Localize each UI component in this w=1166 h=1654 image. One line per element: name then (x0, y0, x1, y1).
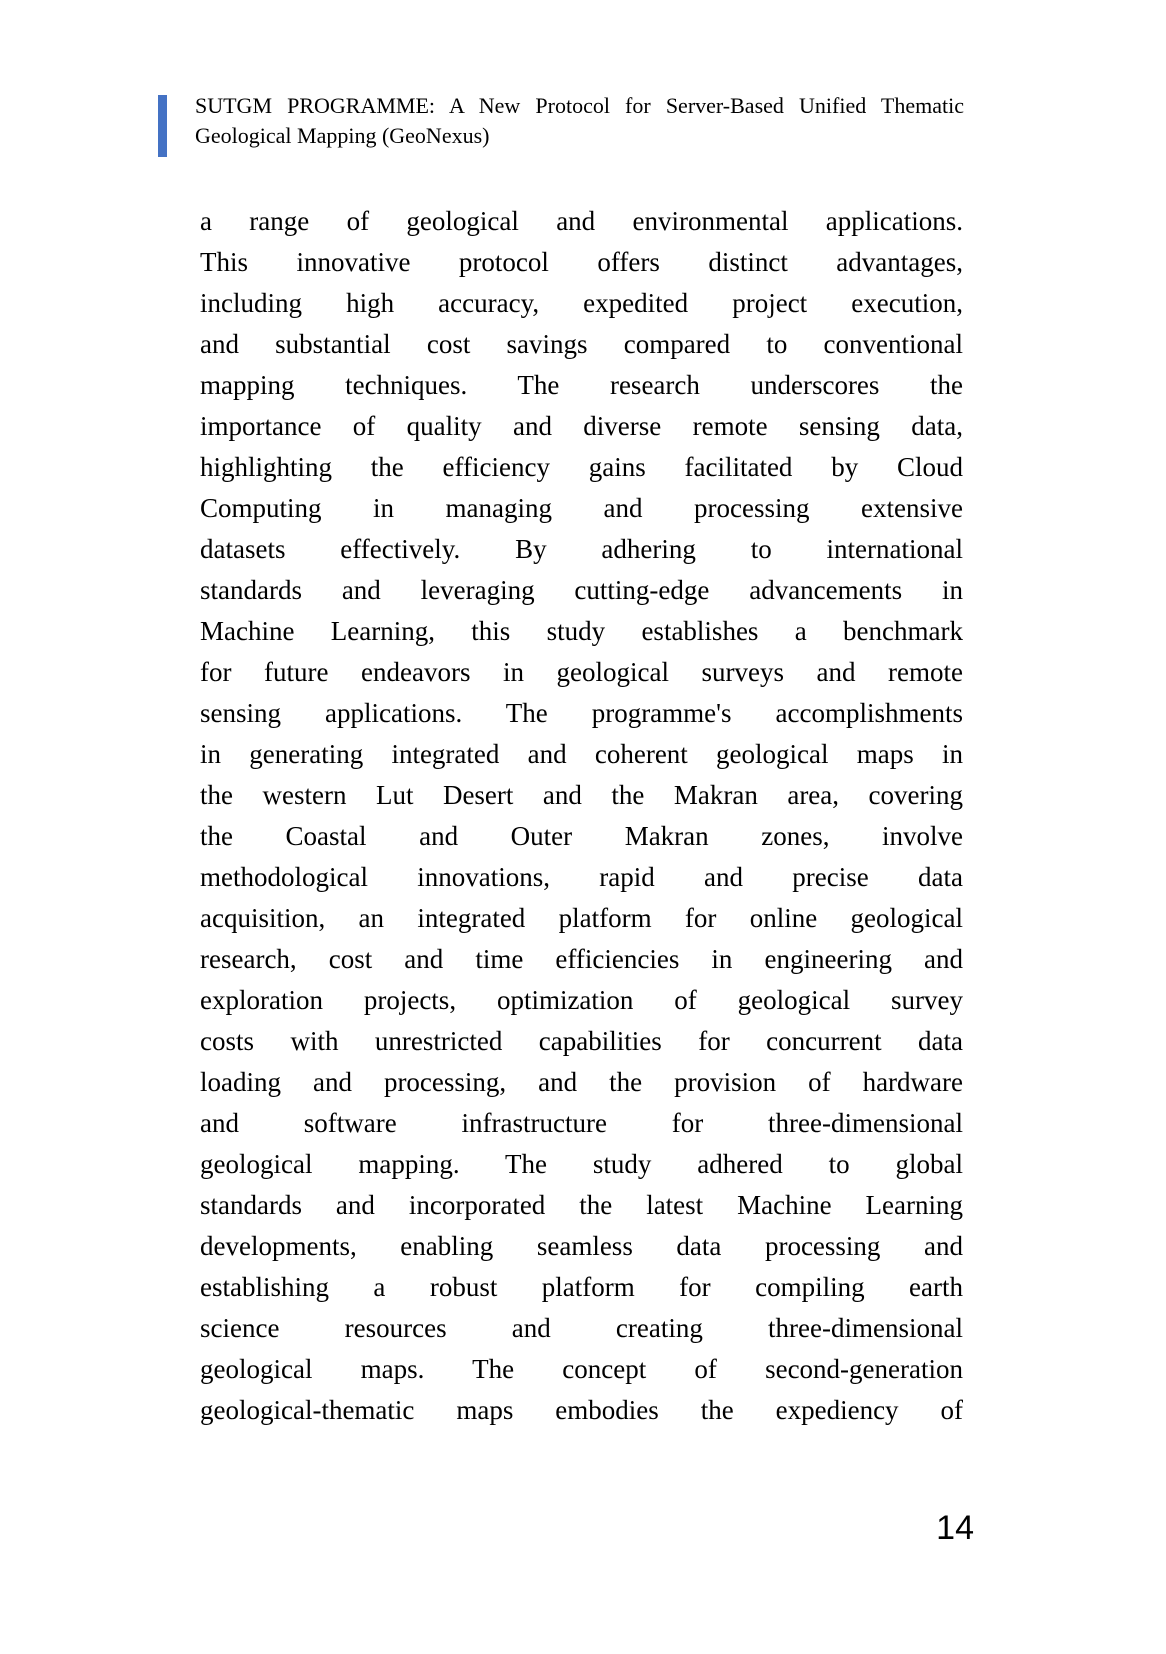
body-text-line: methodological innovations, rapid and precise data (200, 862, 963, 892)
body-text-line: sensing applications. The programme's accomplishments (200, 698, 963, 728)
body-text-line: developments, enabling seamless data processing and (200, 1231, 963, 1261)
body-text-line: the western Lut Desert and the Makran area, covering (200, 780, 963, 810)
body-text-line: This innovative protocol offers distinct advantages, (200, 247, 963, 277)
header-accent-bar (158, 95, 167, 157)
body-text-line: standards and leveraging cutting-edge advancements in (200, 575, 963, 605)
body-text-line: in generating integrated and coherent geological maps in (200, 739, 963, 769)
body-text-line: including high accuracy, expedited project execution, (200, 288, 963, 318)
body-text-line: loading and processing, and the provision of hardware (200, 1067, 963, 1097)
body-text-line: geological mapping. The study adhered to global (200, 1149, 963, 1179)
body-text-line: science resources and creating three-dimensional (200, 1313, 963, 1343)
body-text-line: standards and incorporated the latest Machine Learning (200, 1190, 963, 1220)
body-text-line: and software infrastructure for three-dimensional (200, 1108, 963, 1138)
body-text-line: Machine Learning, this study establishes a benchmark (200, 616, 963, 646)
body-text-line: mapping techniques. The research underscores the (200, 370, 963, 400)
body-text-line: research, cost and time efficiencies in engineering and (200, 944, 963, 974)
body-text-line: the Coastal and Outer Makran zones, involve (200, 821, 963, 851)
body-text-line: for future endeavors in geological surveys and remote (200, 657, 963, 687)
body-text-line: establishing a robust platform for compiling earth (200, 1272, 963, 1302)
body-text-line: a range of geological and environmental applications. (200, 206, 963, 236)
header-title-line-2: Geological Mapping (GeoNexus) (195, 123, 490, 148)
body-text-line: exploration projects, optimization of geological survey (200, 985, 963, 1015)
body-text-line: highlighting the efficiency gains facilitated by Cloud (200, 452, 963, 482)
body-text-line: geological-thematic maps embodies the expediency of (200, 1395, 963, 1425)
body-text-line: Computing in managing and processing extensive (200, 493, 963, 523)
body-paragraph (200, 201, 963, 1431)
page-header (195, 91, 964, 151)
body-text-line: acquisition, an integrated platform for online geological (200, 903, 963, 933)
body-text-line: geological maps. The concept of second-generation (200, 1354, 963, 1384)
body-text-line: datasets effectively. By adhering to international (200, 534, 963, 564)
page-number: 14 (936, 1509, 974, 1547)
header-title-line-1: SUTGM PROGRAMME: A New Protocol for Server-Based Unified Thematic (195, 93, 964, 118)
body-text-line: and substantial cost savings compared to conventional (200, 329, 963, 359)
body-text-line: costs with unrestricted capabilities for concurrent data (200, 1026, 963, 1056)
body-text-line: importance of quality and diverse remote sensing data, (200, 411, 963, 441)
